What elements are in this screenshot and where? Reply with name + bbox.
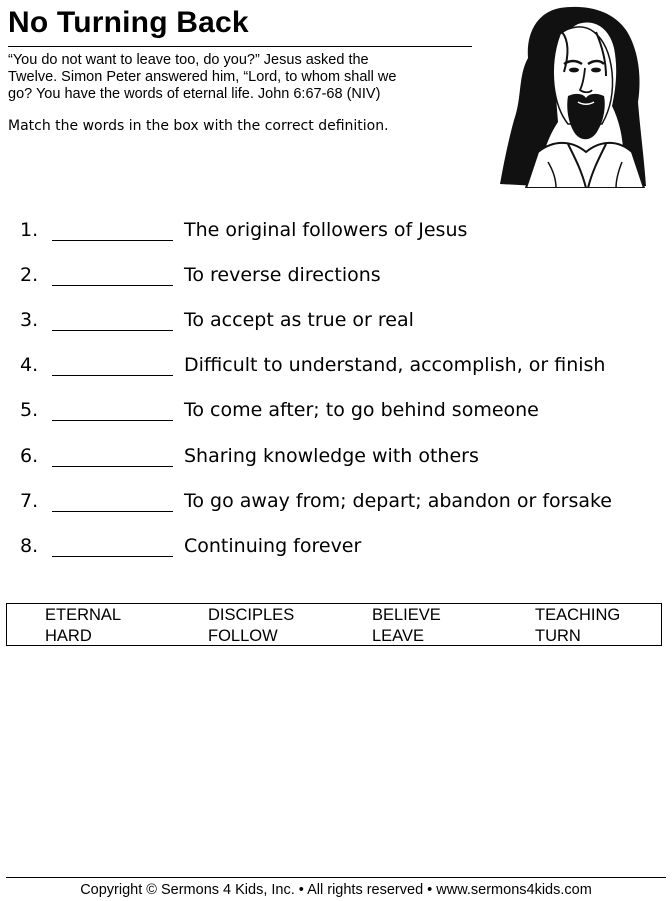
list-item: [0, 481, 672, 521]
item-definition: To reverse directions: [184, 264, 381, 286]
answer-blank[interactable]: [52, 375, 173, 376]
list-item: [0, 345, 672, 385]
item-number: 6.: [20, 445, 39, 467]
word-bank-word: TURN: [535, 627, 581, 645]
item-definition: The original followers of Jesus: [184, 219, 468, 241]
instructions: Match the words in the box with the correct definition.: [8, 118, 389, 134]
word-bank-word: DISCIPLES: [208, 606, 295, 624]
list-item: [0, 436, 672, 476]
list-item: [0, 526, 672, 566]
page-title: No Turning Back: [8, 6, 249, 39]
copyright-footer: Copyright © Sermons 4 Kids, Inc. • All rights reserved • www.sermons4kids.com: [80, 882, 592, 898]
list-item: [0, 210, 672, 250]
verse-line: go? You have the words of eternal life. John 6:67-68 (NIV): [8, 86, 381, 102]
item-definition: To go away from; depart; abandon or forsake: [184, 490, 613, 512]
verse-line: “You do not want to leave too, do you?” Jesus asked the: [8, 52, 369, 68]
item-definition: To come after; to go behind someone: [184, 399, 539, 421]
word-bank-word: ETERNAL: [45, 606, 122, 624]
item-number: 8.: [20, 535, 39, 557]
item-number: 4.: [20, 354, 39, 376]
list-item: [0, 300, 672, 340]
word-bank-word: FOLLOW: [208, 627, 278, 645]
list-item: [0, 255, 672, 295]
verse-line: Twelve. Simon Peter answered him, “Lord, to whom shall we: [8, 69, 397, 85]
item-number: 7.: [20, 490, 39, 512]
list-item: [0, 390, 672, 430]
answer-blank[interactable]: [52, 466, 173, 467]
title-underline: [8, 46, 472, 47]
footer-divider: [6, 877, 666, 878]
answer-blank[interactable]: [52, 240, 173, 241]
item-number: 2.: [20, 264, 39, 286]
word-bank-word: BELIEVE: [372, 606, 441, 624]
item-number: 3.: [20, 309, 39, 331]
word-bank: [6, 603, 662, 646]
word-bank-word: LEAVE: [372, 627, 424, 645]
word-bank-word: HARD: [45, 627, 92, 645]
answer-blank[interactable]: [52, 420, 173, 421]
answer-blank[interactable]: [52, 285, 173, 286]
item-definition: Difficult to understand, accomplish, or finish: [184, 354, 606, 376]
answer-blank[interactable]: [52, 511, 173, 512]
item-definition: Sharing knowledge with others: [184, 445, 479, 467]
item-number: 5.: [20, 399, 39, 421]
item-definition: Continuing forever: [184, 535, 362, 557]
answer-blank[interactable]: [52, 556, 173, 557]
answer-blank[interactable]: [52, 330, 173, 331]
item-definition: To accept as true or real: [184, 309, 414, 331]
jesus-portrait-illustration: [498, 2, 648, 188]
scripture-verse: [8, 52, 478, 103]
item-number: 1.: [20, 219, 39, 241]
word-bank-word: TEACHING: [535, 606, 621, 624]
